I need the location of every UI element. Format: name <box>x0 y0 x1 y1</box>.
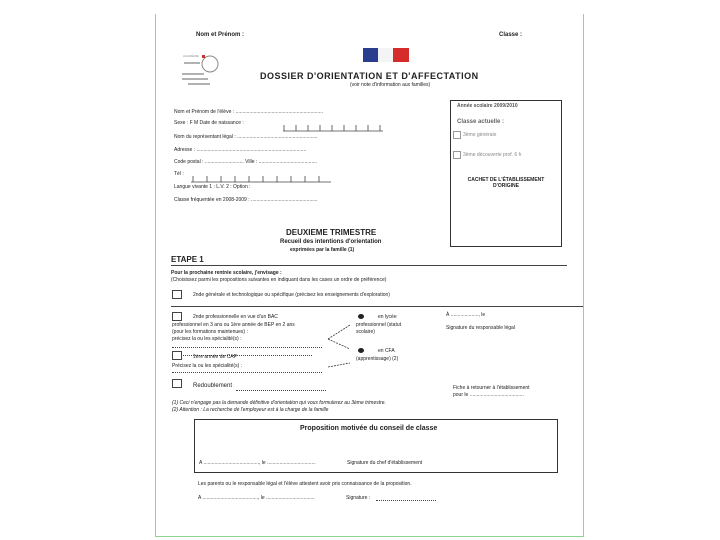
class-council-title: Proposition motivée du conseil de classe <box>300 425 438 432</box>
principal-signature-label: Signature du chef d'établissement <box>347 460 423 466</box>
phone-field: Tél : <box>174 171 184 177</box>
cfa-radio[interactable] <box>358 348 364 353</box>
option-3eme-generale-checkbox[interactable] <box>453 131 461 139</box>
trimester-line2: exprimées par la famille (1) <box>290 247 355 253</box>
choice-cap-speciality: Précisez la ou les spécialité(s) : <box>172 363 243 369</box>
legal-rep-signature-label: Signature du responsable légal <box>446 325 515 331</box>
choice-seconde-pro-checkbox[interactable] <box>172 312 182 321</box>
lycee-pro-line2: professionnel (statut <box>356 322 402 328</box>
choice-seconde-pro-line2: professionnel en 3 ans ou 1ère année de BEP en 2 ans <box>172 322 295 328</box>
lycee-pro-label: en lycée <box>378 314 397 320</box>
redoublement-dotted-line <box>236 390 326 391</box>
option-3eme-decouverte-label: 3ème découverte prof. 6 h <box>463 152 522 158</box>
choice-seconde-pro-line3: (pour les formations maintenues) : <box>172 329 248 335</box>
republic-flag-logo <box>363 48 409 62</box>
sex-birthdate-field: Sexe : F M Date de naissance : <box>174 120 244 126</box>
signature-place-date: À ...................., le <box>446 312 486 318</box>
option-3eme-decouverte-checkbox[interactable] <box>453 151 461 159</box>
academy-logo: ACADÉMIE <box>174 50 219 92</box>
return-form-line1: Fiche à retourner à l'établissement <box>453 385 530 391</box>
choice-seconde-generale-checkbox[interactable] <box>172 290 182 299</box>
trimester-title: DEUXIEME TRIMESTRE <box>286 228 377 237</box>
footnote-1: (1) Ceci n'engage pas la demande définitive d'orientation qui vous formulerez au 3ème trimestre. <box>172 400 386 406</box>
phone-boxes <box>191 170 331 177</box>
intro-line2: (Choisissez parmi les propositions suivantes en indiquant dans les cases un ordre de préférence) <box>171 277 387 283</box>
choice-seconde-generale-label: 2nde générale et technologique ou spécifique (précisez les enseignements d'exploration) <box>193 292 390 298</box>
trimester-line1: Recueil des intentions d'orientation <box>280 239 382 245</box>
address-field: Adresse : ............................................................................... <box>174 147 307 153</box>
footnote-2: (2) Attention : La recherche de l'employeur est à la charge de la famille <box>172 407 329 413</box>
birthdate-boxes <box>283 119 383 126</box>
footer-signature-line <box>376 500 436 501</box>
class-attended-field: Classe fréquentée en 2008-2009 : ................................................ <box>174 197 318 203</box>
orientation-form-page <box>155 14 584 537</box>
form-subtitle: (voir note d'information aux familles) <box>350 82 431 88</box>
lycee-pro-radio[interactable] <box>358 314 364 319</box>
return-form-line2: pour le ....................................... <box>453 392 524 398</box>
form-title: DOSSIER D'ORIENTATION ET D'AFFECTATION <box>260 71 479 81</box>
footer-signature-label: Signature : <box>346 495 371 501</box>
lycee-pro-line3: scolaire) <box>356 329 375 335</box>
languages-field: Langue vivante 1 : L.V. 2 : Option : <box>174 184 251 190</box>
acknowledgement-statement: Les parents ou le responsable légal et l'élève attestent avoir pris connaissance de la proposition. <box>198 481 412 487</box>
legal-rep-field: Nom du représentant légal : .......................................................... <box>174 134 318 140</box>
speciality-dotted-line <box>172 347 322 348</box>
class-header-label: Classe : <box>499 32 523 38</box>
choices-divider <box>171 306 583 307</box>
choice-cap-label: 1ère année de CAP <box>193 354 237 360</box>
class-council-box <box>194 419 558 473</box>
intro-line1: Pour la prochaine rentrée scolaire, j'envisage : <box>171 270 282 276</box>
choice-redoublement-label: Redoublement <box>193 383 233 389</box>
choice-connector-arrows <box>326 319 356 379</box>
cap-dotted-line <box>172 372 322 373</box>
cfa-line2: (apprentissage) (2) <box>356 356 399 362</box>
choice-seconde-pro-label: 2nde professionnelle en vue d'un BAC <box>193 314 278 320</box>
postal-city-field: Code postal : ............................ Ville : .......................................... <box>174 159 318 165</box>
choice-redoublement-checkbox[interactable] <box>172 379 182 388</box>
student-name-field: Nom et Prénom de l'élève : ............................................................... <box>174 109 324 115</box>
school-info-box <box>450 100 562 247</box>
option-3eme-generale-label: 3ème générale <box>463 132 497 138</box>
school-stamp-label: CACHET DE L'ÉTABLISSEMENT D'ORIGINE <box>467 177 545 189</box>
choice-cap-checkbox[interactable] <box>172 351 182 360</box>
choice-seconde-pro-line4: précisez la ou les spécialité(s) : <box>172 336 242 342</box>
cfa-label: en CFA <box>378 348 395 354</box>
school-year: Année scolaire 2009/2010 <box>457 103 518 109</box>
section-divider <box>171 265 567 266</box>
etape-label: ETAPE 1 <box>171 255 204 264</box>
class-council-place-date: A ........................................, le ................................... <box>199 460 316 466</box>
current-class-label: Classe actuelle : <box>457 119 505 125</box>
footer-place-date: A ........................................, le ................................... <box>198 495 315 501</box>
name-header-label: Nom et Prénom : <box>196 32 245 38</box>
